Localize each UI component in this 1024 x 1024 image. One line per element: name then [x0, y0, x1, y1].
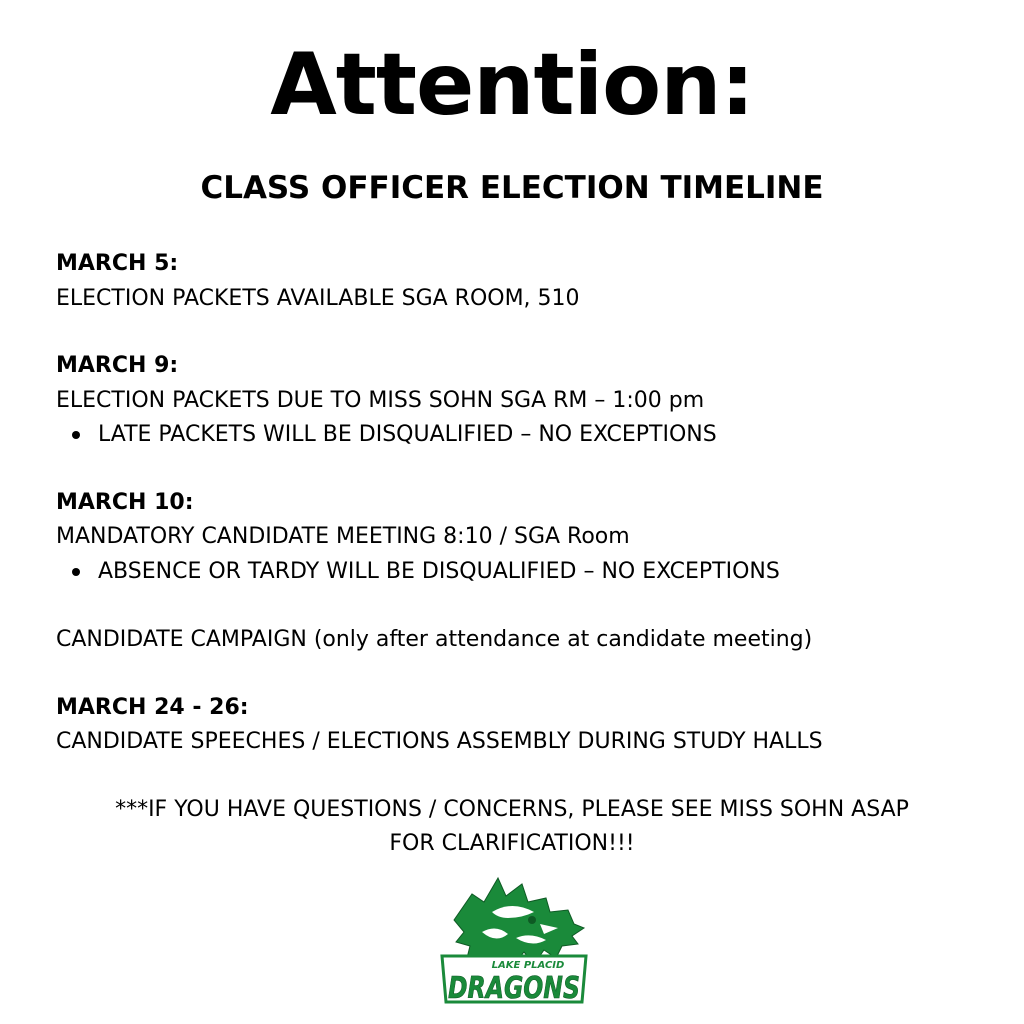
event-campaign: CANDIDATE CAMPAIGN (only after attendance at candidate meeting) [56, 627, 813, 652]
event-march-10: MANDATORY CANDIDATE MEETING 8:10 / SGA Room [56, 524, 630, 549]
dragon-logo-icon [436, 872, 592, 1012]
questions-note-line-1: ***IF YOU HAVE QUESTIONS / CONCERNS, PLEASE SEE MISS SOHN ASAP [115, 797, 909, 822]
page-subtitle: CLASS OFFICER ELECTION TIMELINE [200, 170, 824, 206]
questions-note-line-2: FOR CLARIFICATION!!! [389, 831, 635, 856]
bullet-dot [72, 431, 80, 439]
page-title: Attention: [270, 35, 754, 135]
date-march-24-26: MARCH 24 - 26: [56, 695, 249, 720]
event-march-9: ELECTION PACKETS DUE TO MISS SOHN SGA RM – 1:00 pm [56, 388, 705, 413]
date-march-10: MARCH 10: [56, 490, 194, 515]
event-march-5: ELECTION PACKETS AVAILABLE SGA ROOM, 510 [56, 286, 580, 311]
logo-tagline: LAKE PLACID [491, 960, 565, 971]
bullet-dot [72, 568, 80, 576]
event-march-24-26: CANDIDATE SPEECHES / ELECTIONS ASSEMBLY DURING STUDY HALLS [56, 729, 823, 754]
bullet-text-march-10: ABSENCE OR TARDY WILL BE DISQUALIFIED – NO EXCEPTIONS [98, 559, 780, 584]
date-march-9: MARCH 9: [56, 353, 179, 378]
logo-wordmark: DRAGONS [448, 971, 580, 1006]
bullet-text-march-9: LATE PACKETS WILL BE DISQUALIFIED – NO EXCEPTIONS [98, 422, 717, 447]
date-march-5: MARCH 5: [56, 251, 179, 276]
questions-note [0, 793, 1024, 861]
